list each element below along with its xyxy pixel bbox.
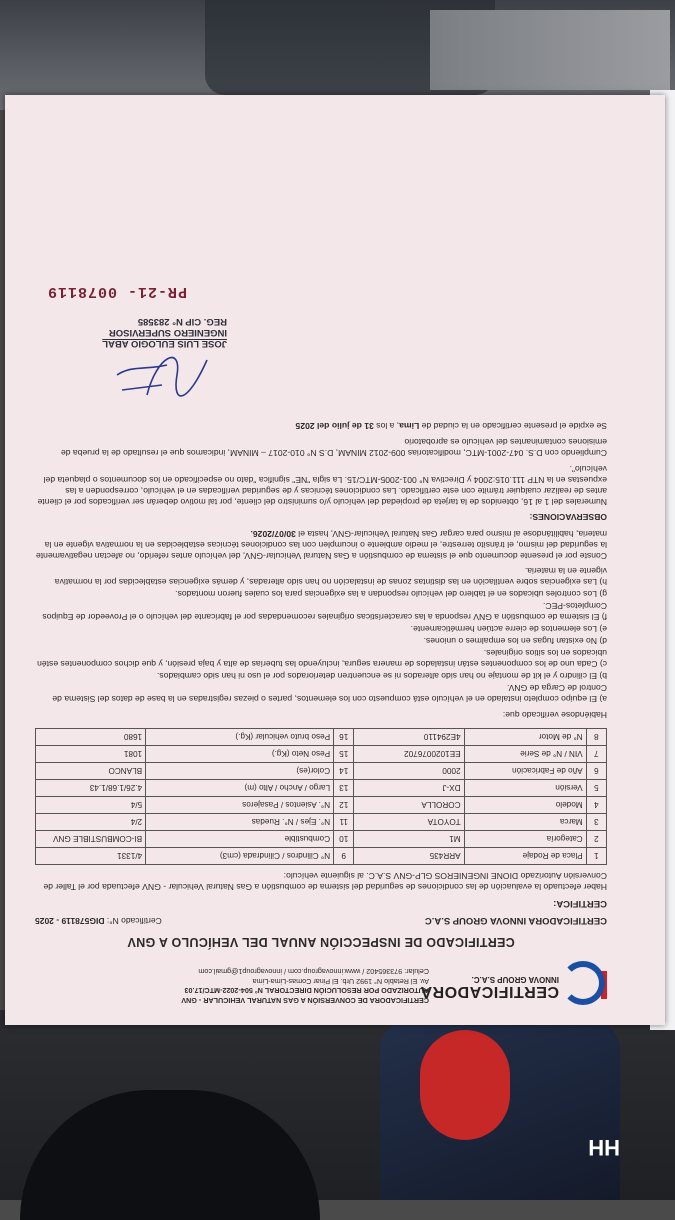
- table-cell: 2000: [354, 763, 464, 780]
- table-cell: Año de Fabricación: [464, 763, 586, 780]
- verification-list: [35, 565, 607, 704]
- table-cell: 2: [586, 831, 606, 848]
- list-item: b) El cilindro y el kit de montaje no han sido alterados ni se encuentren deteriorados por el uso ni han sido cambiados.: [156, 671, 607, 681]
- info-line: CERTIFICADORA DE CONVERSIÓN A GAS NATURAL VEHICULAR - GNV: [181, 996, 429, 1005]
- table-cell: 4: [586, 797, 606, 814]
- info-line: AUTORIZADO POR RESOLUCIÓN DIRECTORAL N° 504-2022-MTC/17.03: [184, 986, 429, 996]
- table-cell: 1: [586, 848, 606, 865]
- table-cell: 12: [334, 797, 354, 814]
- info-line: Av. El Retablo N° 1992 Urb. El Pinar Comas-Lima-Lima: [252, 977, 429, 986]
- issue-paragraph: Se expide el presente certificado en la ciudad de Lima, a los 31 de julio del 2025: [295, 421, 607, 431]
- table-cell: N°. Asientos / Pasajeros: [146, 797, 334, 814]
- table-cell: 13: [334, 780, 354, 797]
- table-cell: COROLLA: [354, 797, 464, 814]
- table-row: [36, 780, 607, 797]
- signer-name: JOSE LUIS EULOGIO ABAL: [102, 338, 227, 349]
- table-cell: 2/4: [36, 814, 146, 831]
- certificate-document: [5, 95, 665, 1025]
- document-code: PR-21- 0078119: [46, 283, 187, 300]
- table-cell: N°. Ejes / N°. Ruedas: [146, 814, 334, 831]
- table-row: [36, 797, 607, 814]
- list-item: h) Las exigencias sobre ventilación en las distintas zonas de instalación no han sido alteradas, y demás exigencias establecidas por la normativa vigente en la materia.: [54, 566, 607, 587]
- table-cell: Placa de Rodaje: [464, 848, 586, 865]
- table-cell: 10: [334, 831, 354, 848]
- table-row: [36, 848, 607, 865]
- letterhead-info: [181, 967, 429, 1007]
- list-item: f) El sistema de combustión a GNV responda a las características originales recomendadas por el fabricante del vehículo o el Proveedor de Equipos Completos-PEC.: [42, 601, 607, 622]
- table-cell: Peso Neto (Kg.): [146, 746, 334, 763]
- letterhead: [35, 963, 607, 1007]
- verified-label: Habiéndose verificado que:: [502, 710, 607, 720]
- table-cell: EE1020076702: [354, 746, 464, 763]
- table-cell: 15: [334, 746, 354, 763]
- document-title: CERTIFICADO DE INSPECCIÓN ANUAL DEL VEHÍCULO A GNV: [127, 935, 515, 949]
- list-item: a) El equipo completo instalado en el vehículo está compuesto con los elementos, partes o piezas registradas en la base de datos del Sistema de Control de Carga de GNV.: [52, 683, 607, 704]
- table-cell: Color(es): [146, 763, 334, 780]
- certificate-number: Certificado N°: DIG578119 - 2025: [35, 916, 162, 926]
- table-cell: Versión: [464, 780, 586, 797]
- table-cell: 9: [334, 848, 354, 865]
- observaciones-text: Numerales del 1 al 16, obtenidos de la tarjeta de propiedad del vehículo y/o suministro del cliente, por tal motivo deberán ser verificados por el cliente antes de realizar cualquier trámite con este certificado. Las condiciones técnicas y de seguridad verificadas en el vehículo, corresponden a las expuestas en la NTP 111.015:2004 y Directiva N° 001-2005-MTC/15. La sigla "NE" significa "dato no especificado en los documentos o plaqueta del vehículo".: [37, 464, 607, 507]
- table-cell: 11: [334, 814, 354, 831]
- table-cell: Largo / Ancho / Alto (m): [146, 780, 334, 797]
- signature-image: [107, 345, 217, 415]
- table-cell: 1081: [36, 746, 146, 763]
- list-item: c) Cada uno de los componentes están instalados de manera segura, incluyendo las tuberías de alta y baja presión, y que dichos componentes estén ubicados en los sitios originales.: [37, 648, 607, 669]
- signer-registration: REG. CIP N° 283585: [137, 316, 227, 327]
- table-cell: BI-COMBUSTIBLE GNV: [36, 831, 146, 848]
- table-cell: VIN / N° de Serie: [464, 746, 586, 763]
- table-cell: Categoría: [464, 831, 586, 848]
- table-cell: 4.26/1.68/1.43: [36, 780, 146, 797]
- list-item: e) Los elementos de cierre actúen herméticamente.: [410, 624, 607, 634]
- table-cell: 7: [586, 746, 606, 763]
- table-cell: 16: [334, 729, 354, 746]
- background-cap: [20, 1090, 320, 1220]
- intro-paragraph: Haber efectuado la evaluación de las condiciones de seguridad del sistema de combustión a Gas Natural Vehicular - GNV efectuada por el Taller de Conversión Autorizado DIONE INGENIEROS GLP-GNV S.A.C. al siguiente vehículo:: [43, 871, 607, 892]
- logo-line1: CERTIFICADORA: [420, 983, 559, 1000]
- background-light: [430, 10, 670, 90]
- company-logo: [420, 963, 607, 1007]
- observaciones-label: OBSERVACIONES:: [529, 512, 607, 522]
- background-glove: [420, 1030, 510, 1140]
- table-cell: TOYOTA: [354, 814, 464, 831]
- list-item: d) No existan fugas en los empalmes o uniones.: [423, 636, 607, 646]
- table-cell: M1: [354, 831, 464, 848]
- table-cell: 5: [586, 780, 606, 797]
- emissions-paragraph: Cumpliendo con D.S. 047-2001-MTC, modificatorias 009-2012 MINAM, D.S N° 010-2017 – MINAM, indicamos que el resultado de la prueba de emisiones contaminantes del vehículo es aprobatorio: [60, 437, 607, 458]
- info-line: Celular: 973365402 / www.innovagroup.com / innovagroup1@gmail.com: [198, 967, 429, 977]
- table-cell: BLANCO: [36, 763, 146, 780]
- table-row: [36, 729, 607, 746]
- table-row: [36, 814, 607, 831]
- table-cell: ARR435: [354, 848, 464, 865]
- valid-until: 30/07/2026.: [250, 529, 296, 539]
- table-row: [36, 831, 607, 848]
- table-cell: 6: [586, 763, 606, 780]
- table-cell: 4/1331: [36, 848, 146, 865]
- logo-line2: INNOVA GROUP S.A.C.: [471, 975, 559, 984]
- table-cell: 3: [586, 814, 606, 831]
- background-emblem: HH: [588, 1135, 620, 1160]
- background-bottom: [0, 1010, 675, 1200]
- signature-block: [35, 255, 607, 415]
- table-row: [36, 763, 607, 780]
- vehicle-table: [35, 728, 607, 865]
- signer-role: INGENIERO SUPERVISOR: [108, 327, 227, 338]
- table-cell: Combustible: [146, 831, 334, 848]
- table-cell: 14: [334, 763, 354, 780]
- conste-paragraph: Conste por el presente documento que el sistema de combustión a Gas Natural Vehicular-GNV, del vehículo antes referido, no afectan negativamente la seguridad del mismo, el tránsito terrestre, el medio ambiente o incumplen con las condiciones técnicas establecidas en la normativa vigente en la materia, habilitándose al mismo para cargar Gas Natural Vehicular-GNV, hasta el 30/07/2026.: [35, 529, 607, 561]
- background-top: [0, 0, 675, 110]
- logo-icon: [563, 963, 607, 1007]
- table-cell: 4E294110: [354, 729, 464, 746]
- table-cell: Marca: [464, 814, 586, 831]
- table-cell: N° de Motor: [464, 729, 586, 746]
- certifica-label: CERTIFICA:: [553, 898, 607, 909]
- table-cell: DX-J: [354, 780, 464, 797]
- table-cell: 5/4: [36, 797, 146, 814]
- table-cell: Modelo: [464, 797, 586, 814]
- table-row: [36, 746, 607, 763]
- table-cell: Peso bruto vehicular (Kg.): [146, 729, 334, 746]
- table-cell: 8: [586, 729, 606, 746]
- table-cell: N° Cilindros / Cilindrada (cm3): [146, 848, 334, 865]
- table-cell: 1680: [36, 729, 146, 746]
- company-line: CERTIFICADORA INNOVA GROUP S.A.C: [424, 915, 607, 926]
- certificate-content: [5, 95, 665, 1025]
- list-item: g) Los controles ubicados en el tablero del vehículo respondan a las exigencias para los cuales fueron montados.: [175, 589, 607, 599]
